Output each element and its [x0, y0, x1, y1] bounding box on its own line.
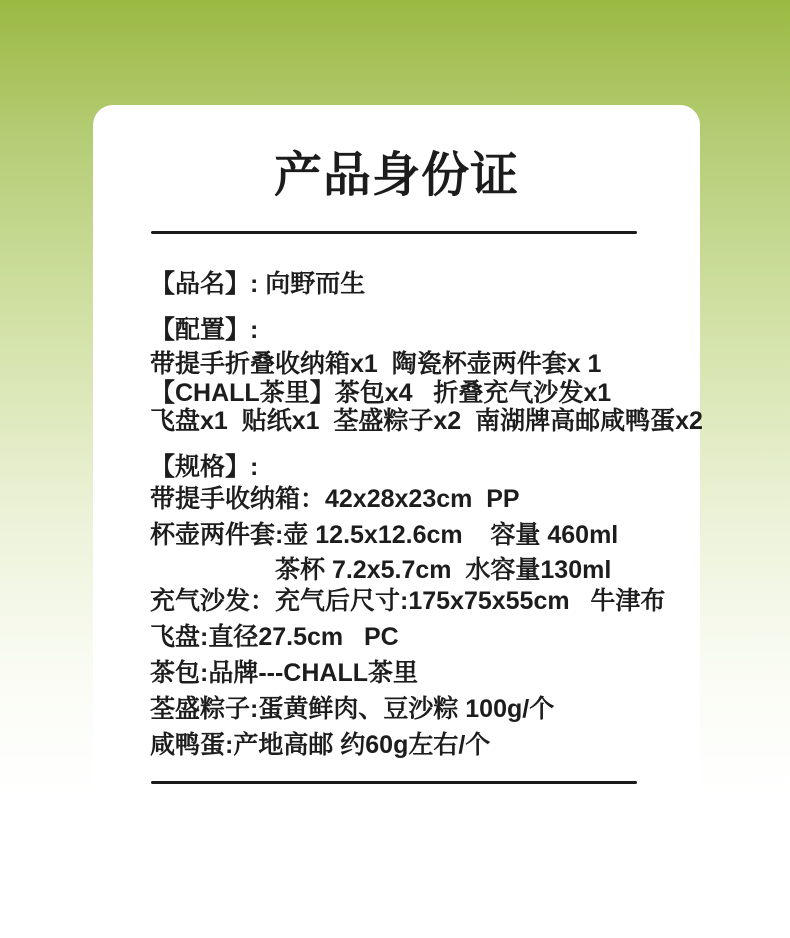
bottom-divider	[151, 781, 637, 784]
config-item-line: 【CHALL茶里】茶包x4 折叠充气沙发x1	[150, 379, 612, 407]
config-item-line: 飞盘x1 贴纸x1 荃盛粽子x2 南湖牌高邮咸鸭蛋x2	[150, 407, 703, 435]
spec-section-header: 【规格】:	[150, 453, 259, 481]
spec-item-line: 充气沙发：充气后尺寸:175x75x55cm 牛津布	[150, 587, 666, 615]
config-item-line: 带提手折叠收纳箱x1 陶瓷杯壶两件套x 1	[150, 350, 602, 378]
spec-item-line: 杯壶两件套:壶 12.5x12.6cm 容量 460ml	[150, 521, 619, 549]
spec-item-line: 带提手收纳箱：42x28x23cm PP	[150, 485, 520, 513]
product-id-card	[93, 105, 703, 917]
spec-item-line: 茶包:品牌---CHALL茶里	[150, 659, 419, 687]
spec-item-line: 荃盛粽子:蛋黄鲜肉、豆沙粽 100g/个	[150, 695, 555, 723]
top-divider	[151, 231, 637, 234]
spec-item-line: 咸鸭蛋:产地高邮 约60g左右/个	[150, 731, 491, 759]
page-title: 产品身份证	[273, 149, 519, 202]
spec-item-line: 飞盘:直径27.5cm PC	[150, 623, 399, 651]
config-section-header: 【配置】:	[150, 316, 259, 344]
product-name-line: 【品名】: 向野而生	[150, 270, 366, 298]
spec-item-line: 茶杯 7.2x5.7cm 水容量130ml	[150, 556, 612, 584]
